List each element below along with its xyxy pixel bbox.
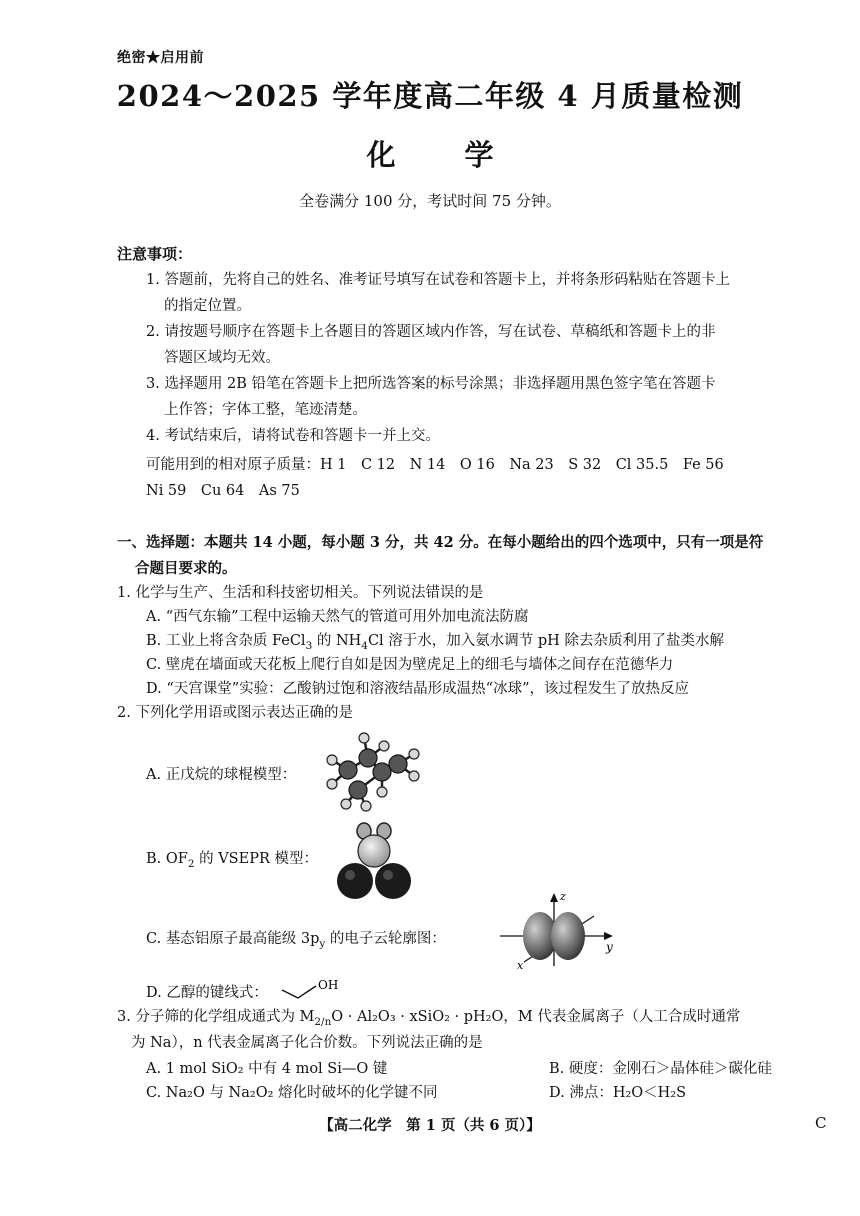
- notice-line: 3. 选择题用 2B 铅笔在答题卡上把所选答案的标号涂黑；非选择题用黑色签字笔在答题卡: [146, 376, 716, 392]
- section-heading-line-2: 合题目要求的。: [135, 560, 237, 577]
- atomic-mass-line: 可能用到的相对原子质量：H 1 C 12 N 14 O 16 Na 23 S 32 Cl 35.5 Fe 56: [146, 457, 724, 473]
- full-mark-info: 全卷满分 100 分，考试时间 75 分钟。: [299, 192, 561, 210]
- notice-line: 答题区域均无效。: [164, 350, 280, 366]
- paper-version-mark: C: [815, 1114, 827, 1132]
- q1-option-a: A. “西气东输”工程中运输天然气的管道可用外加电流法防腐: [146, 609, 529, 625]
- axis-label-y: y: [606, 940, 613, 954]
- q2-option-c: C. 基态铝原子最高能级 $3p_y$ 的电子云轮廓图：: [146, 931, 446, 950]
- q1-option-b: B. 工业上将含杂质 FeCl$_3$ 的 $NH_4Cl$ 溶于水，加入氨水调节 pH 除去杂质利用了盐类水解: [146, 633, 724, 652]
- section-heading-line-1: 一、选择题：本题共 14 小题，每小题 3 分，共 42 分。在每小题给出的四个选项中，只有一项是符: [117, 534, 764, 551]
- q2-option-b: B. $OF_2$ 的 VSEPR 模型：: [146, 851, 318, 870]
- subject-title: [0, 133, 860, 174]
- q1-option-d: D. “天宫课堂”实验：乙酸钠过饱和溶液结晶形成温热“冰球”，该过程发生了放热反应: [146, 681, 689, 697]
- question-2-stem: 2. 下列化学用语或图示表达正确的是: [117, 705, 353, 721]
- q3-option-b: B. 硬度：金刚石＞晶体硅＞碳化硅: [549, 1061, 772, 1077]
- 3py-orbital-diagram-icon: [496, 890, 620, 970]
- notice-line: 1. 答题前，先将自己的姓名、准考证号填写在试卷和答题卡上，并将条形码粘贴在答题卡上: [146, 272, 730, 288]
- exam-title: 2024～2025 学年度高二年级 4 月质量检测: [116, 79, 744, 113]
- notice-line: 上作答；字体工整，笔迹清楚。: [164, 402, 367, 418]
- of2-vsepr-model-icon: [336, 818, 414, 900]
- confidential-label: 绝密★启用前: [117, 50, 204, 66]
- atomic-mass-line: Ni 59 Cu 64 As 75: [146, 483, 300, 499]
- oh-label: OH: [318, 978, 339, 992]
- subject-char-1: 化: [366, 138, 396, 172]
- notice-line: 的指定位置。: [164, 298, 251, 314]
- q2-option-d: D. 乙醇的键线式：: [146, 985, 268, 1001]
- axis-label-x: x: [517, 959, 524, 970]
- page-footer: 【高二化学 第 1 页（共 6 页）】: [319, 1117, 541, 1134]
- section-heading: [117, 530, 832, 582]
- question-3-stem-line-2: 为 Na），n 代表金属离子化合价数。下列说法正确的是: [131, 1035, 483, 1051]
- pentane-ball-stick-model-icon: [320, 724, 426, 814]
- axis-label-z: z: [560, 890, 566, 903]
- ethanol-skeletal-formula-icon: [278, 976, 358, 1002]
- subject-char-2: 学: [464, 138, 494, 172]
- q3-option-d: D. 沸点：H₂O＜H₂S: [549, 1085, 687, 1101]
- notice-heading: 注意事项：: [117, 245, 193, 263]
- q3-option-c: C. Na₂O 与 Na₂O₂ 熔化时破坏的化学键不同: [146, 1085, 438, 1101]
- q3-option-a: A. 1 mol SiO₂ 中有 4 mol Si—O 键: [146, 1061, 388, 1077]
- q1-option-c: C. 壁虎在墙面或天花板上爬行自如是因为壁虎足上的细毛与墙体之间存在范德华力: [146, 657, 674, 673]
- notice-line: 2. 请按题号顺序在答题卡上各题目的答题区域内作答，写在试卷、草稿纸和答题卡上的非: [146, 324, 716, 340]
- question-3-stem-line-1: 3. 分子筛的化学组成通式为 $M_{2/n}O \cdot Al_2O_3$ · xSiO₂ · pH₂O，M 代表金属离子（人工合成时通常: [117, 1009, 741, 1028]
- question-1-stem: 1. 化学与生产、生活和科技密切相关。下列说法错误的是: [117, 585, 484, 601]
- q2-option-a: A. 正戊烷的球棍模型：: [146, 767, 297, 783]
- notice-line: 4. 考试结束后，请将试卷和答题卡一并上交。: [146, 428, 440, 444]
